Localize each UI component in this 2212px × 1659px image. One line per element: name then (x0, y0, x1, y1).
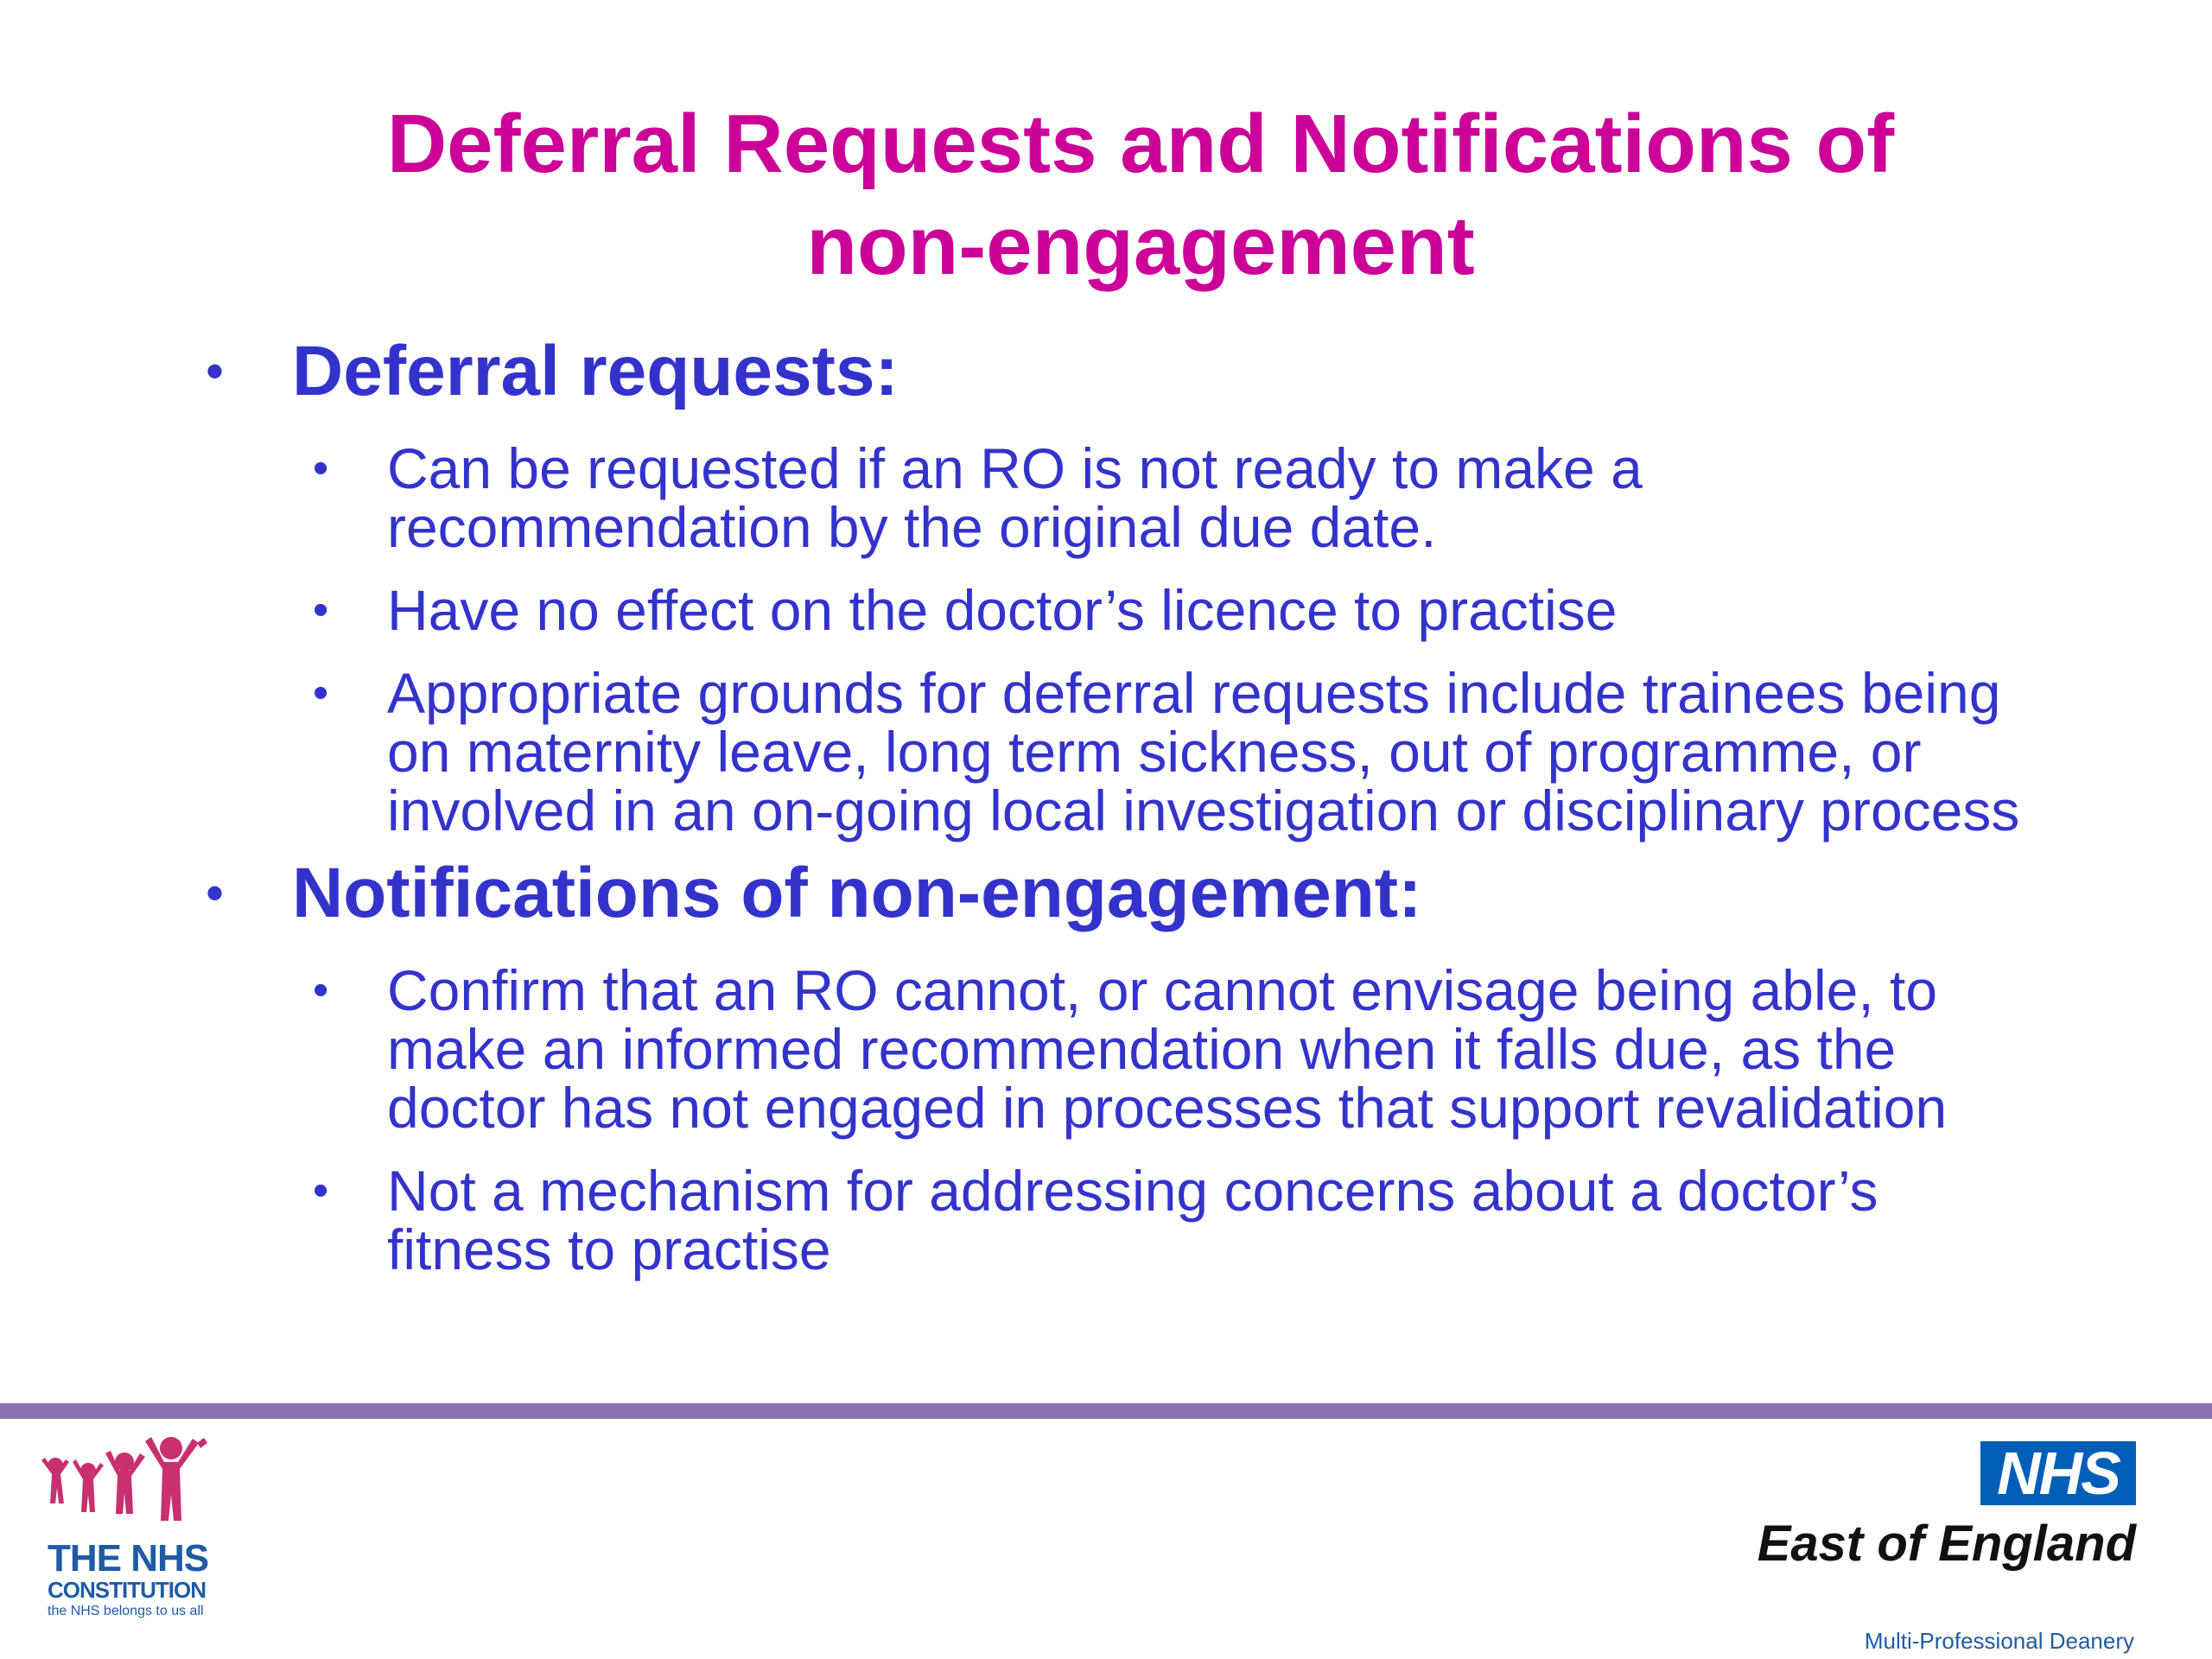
bullet-item-text: Can be requested if an RO is not ready to make a recommendation by the original due date. (387, 436, 1643, 559)
slide-title-line-1: Deferral Requests and Notifications of (386, 98, 1895, 190)
slide-title (173, 93, 2108, 297)
bullet-icon: • (313, 1166, 329, 1216)
slide-content (199, 328, 2056, 1279)
constitution-wordmark (48, 1537, 209, 1621)
bullet-icon: • (206, 342, 225, 400)
bullet-item (199, 661, 2056, 842)
bullet-item (199, 958, 2056, 1140)
constitution-tagline: the NHS belongs to us all (48, 1604, 204, 1618)
bullet-icon: • (313, 443, 329, 493)
constitution-title: THE NHS (48, 1537, 209, 1580)
slide-title-line-2: non-engagement (806, 200, 1475, 292)
bullet-icon: • (206, 864, 225, 922)
constitution-subtitle: CONSTITUTION (48, 1577, 206, 1603)
section-heading-non-engagement (199, 850, 2056, 937)
footer-divider (0, 1403, 2212, 1419)
section-heading-deferral (199, 328, 2056, 415)
people-figures-icon (35, 1434, 242, 1538)
region-name: East of England (1757, 1516, 2136, 1572)
bullet-item (199, 578, 2056, 642)
nhs-logo-badge: NHS (1980, 1441, 2136, 1505)
nhs-constitution-logo (35, 1434, 259, 1642)
deanery-name: Multi-Professional Deanery (1864, 1628, 2134, 1654)
bullet-icon: • (313, 965, 329, 1015)
bullet-item (199, 1161, 2056, 1279)
bullet-item-text: Have no effect on the doctor’s licence to practise (387, 578, 1618, 642)
section-heading-text: Deferral requests: (292, 332, 899, 410)
bullet-item (199, 436, 2056, 559)
bullet-item-text: Confirm that an RO cannot, or cannot envisage being able, to make an informed recommendation when it falls due, as the doctor has not engaged in processes that support revalidation (387, 958, 1948, 1140)
bullet-item-text: Not a mechanism for addressing concerns about a doctor’s fitness to practise (387, 1159, 1878, 1281)
bullet-icon: • (313, 668, 329, 718)
section-heading-text: Notifications of non-engagement: (292, 854, 1422, 932)
bullet-icon: • (313, 585, 329, 635)
bullet-item-text: Appropriate grounds for deferral requests include trainees being on maternity leave, long term sickness, out of programme, or involved in an on-going local investigation or disciplinary process (387, 661, 2020, 842)
